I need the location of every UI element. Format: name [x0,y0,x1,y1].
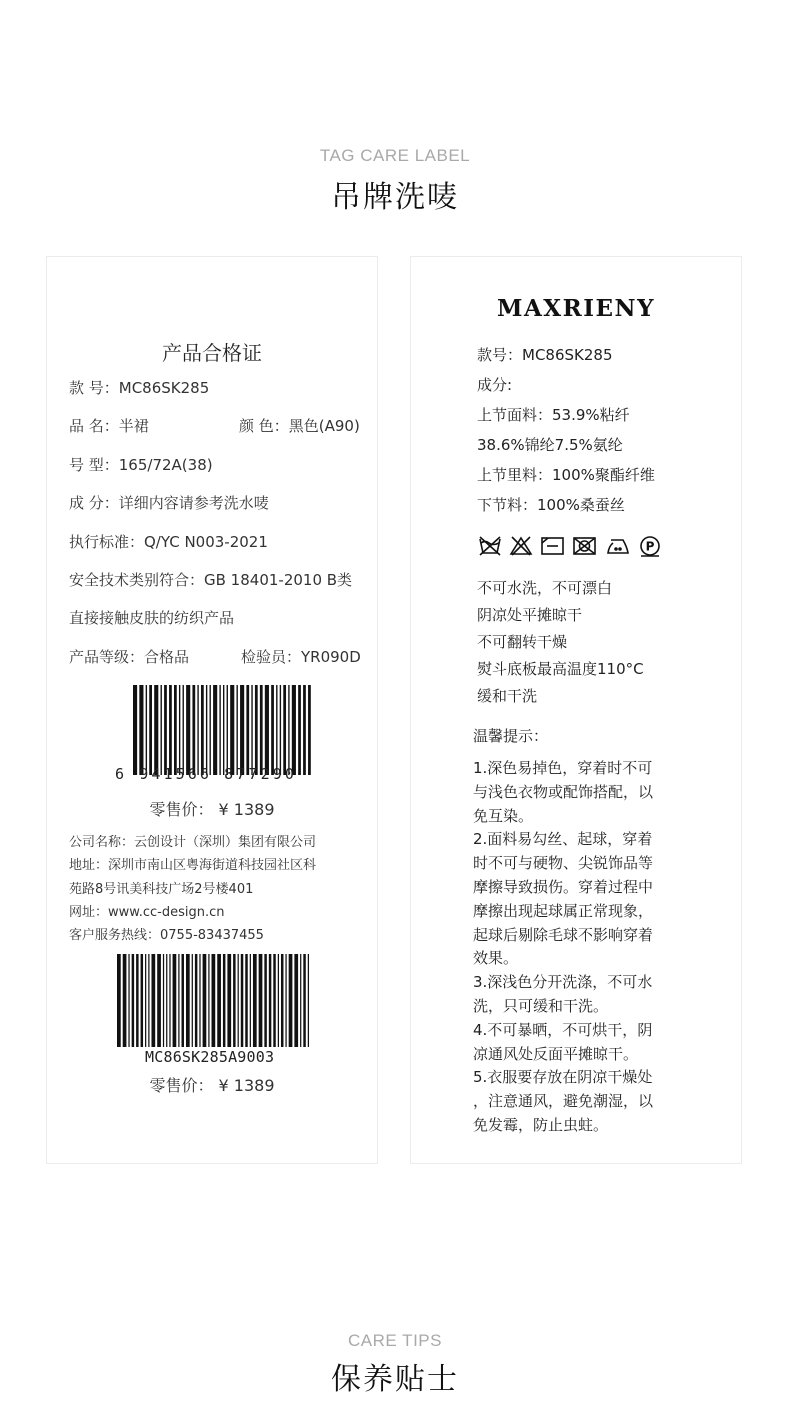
tip-line: 起球后剔除毛球不影响穿着 [473,925,654,944]
barcode-bar [151,954,155,1047]
safety-row-2: 直接接触皮肤的纺织产品 [69,609,235,627]
barcode-bar [281,954,283,1047]
tips-title: 温馨提示： [473,727,549,745]
sku-barcode-text: MC86SK285A9003 [145,1048,275,1066]
tip-line: 2.面料易勾丝、起球，穿着 [473,830,653,849]
tip-line: 摩擦导致损伤。穿着过程中 [473,878,654,896]
barcode-bar [269,954,271,1047]
no-tumble-dry-icon [574,538,595,554]
retail-price: 零售价： ¥ 1389 [149,800,275,819]
barcode-bar [300,954,301,1047]
tip-line: 与浅色衣物或配饰搭配，以 [473,782,654,801]
barcode-bar [240,685,244,775]
product-color: 颜 色：黑色(A90) [239,417,360,435]
grade-inspector-row [69,646,363,667]
care-line: 缓和干洗 [477,687,538,705]
barcode-bar [182,954,184,1047]
barcode-bar [241,954,243,1047]
barcode-bar [149,685,152,775]
barcode-bar [294,954,298,1047]
barcode-bar [145,954,146,1047]
safety-row: 安全技术类别符合：GB 18401-2010 B类 [69,571,353,589]
care-line: 阴凉处平摊晾干 [477,606,583,624]
care-symbols [479,535,669,557]
company-address-2: 苑路8号讯美科技广场2号楼401 [69,882,254,897]
care-line: 不可水洗，不可漂白 [477,579,613,597]
barcode-bar [161,685,162,775]
barcode-bar [303,954,305,1047]
barcode-bar [289,954,293,1047]
certificate-card [46,256,378,1164]
barcode-bar [259,954,263,1047]
barcode-bar [166,954,167,1047]
section-title-cn: 吊牌洗唛 [331,180,459,215]
barcode-bar [186,954,190,1047]
barcode-bar [283,685,286,775]
barcode-bar [210,685,211,775]
tip-line: 4.不可暴晒，不可烘干，阴 [473,1020,653,1039]
barcode-bar [148,954,149,1047]
barcode-bar [163,954,164,1047]
barcode-bar [132,954,134,1047]
barcode-bar [280,685,281,775]
barcode-bar [230,685,234,775]
iron-medium-icon [608,540,628,553]
wash-label-card [410,256,742,1164]
barcode-bar [245,954,247,1047]
upper-lining: 上节里料：100%聚酯纤维 [477,466,655,484]
barcode-bar [183,685,184,775]
barcode-bar [288,685,289,775]
tip-line: 3.深浅色分开洗涤，不可水 [473,973,653,992]
tip-line: 1.深色易掉色，穿着时不可 [473,759,653,777]
barcode-bar [117,954,121,1047]
brand-logo: MAXRIENY [497,295,655,322]
size-row: 号 型：165/72A(38) [69,456,213,474]
barcode-bar [212,954,216,1047]
barcode-bar [217,954,221,1047]
barcode-bar [174,685,177,775]
barcode-bar [251,685,252,775]
barcode-bar [227,685,228,775]
upper-face-fabric-2: 38.6%锦纶7.5%氨纶 [477,436,623,454]
tip-line: 时不可与硬物、尖锐饰品等 [473,854,654,873]
barcode-bar [308,685,311,775]
barcode-bar [192,685,195,775]
tip-line: 效果。 [473,949,519,968]
style-number: 款 号：MC86SK285 [69,379,210,397]
composition-row: 成 分：详细内容请参考洗水唛 [69,494,269,512]
tip-line: 凉通风处反面平摊晾干。 [473,1044,639,1063]
barcode-bar [236,685,237,775]
sku-barcode-bars [117,954,311,1047]
barcode-bar [265,685,269,775]
company-name: 公司名称：云创设计（深圳）集团有限公司 [69,835,317,850]
inspector: 检验员：YR090D [241,648,361,666]
barcode-bar [233,954,235,1047]
care-line: 不可翻转干燥 [477,633,568,651]
barcode-bar [179,685,180,775]
barcode-bar [197,685,198,775]
tip-line: 摩擦出现起球属正常现象， [473,901,654,920]
barcode-bar [157,954,161,1047]
wash-style-number: 款号：MC86SK285 [477,346,613,364]
barcode-bar [169,685,172,775]
barcode-bar [141,954,143,1047]
dry-flat-shade-icon [542,538,563,554]
tip-line: ，注意通风，避免潮湿，以 [473,1092,654,1111]
care-tips-title-en: CARE TIPS [348,1331,442,1350]
barcode-bar [169,954,170,1047]
barcode-bar [264,954,266,1047]
section-title-en: TAG CARE LABEL [319,146,471,165]
customer-hotline: 客户服务热线：0755-83437455 [69,928,264,943]
no-wash-icon [480,537,500,555]
care-tips-title-cn: 保养贴士 [331,1362,459,1397]
no-bleach-icon [511,537,531,555]
barcode-bar [276,685,277,775]
barcode-bar [253,954,257,1047]
barcode-bar [223,685,224,775]
barcode-bar [128,954,129,1047]
barcode-bar [139,685,143,775]
standard-row: 执行标准：Q/YC N003-2021 [69,533,268,551]
product-name: 品 名：半裙 [69,417,149,435]
barcode-bar [186,685,190,775]
barcode-bar [136,954,138,1047]
ean-barcode [133,685,313,775]
svg-text:P: P [645,539,655,554]
name-color-row [69,415,363,436]
barcode-bar [303,685,306,775]
tip-line: 免发霉，防止虫蛀。 [473,1116,609,1134]
barcode-bar [219,685,220,775]
ean-barcode-digits: 6 941566 877290 [115,765,297,783]
product-grade: 产品等级：合格品 [69,648,190,666]
barcode-bar [250,954,251,1047]
barcode-bar [260,685,263,775]
tip-line: 5.衣服要存放在阴凉干燥处 [473,1068,653,1087]
lower-fabric: 下节料：100%桑蚕丝 [477,496,625,514]
barcode-bar [273,954,275,1047]
certificate-title: 产品合格证 [162,341,262,365]
retail-price-2: 零售价： ¥ 1389 [149,1076,275,1095]
barcode-bar [154,685,158,775]
barcode-bar [146,685,147,775]
barcode-bar [123,954,127,1047]
barcode-bar [208,954,209,1047]
barcode-bar [271,685,274,775]
barcode-bar [308,954,309,1047]
barcode-bar [298,685,301,775]
barcode-bar [203,954,207,1047]
company-website: 网址：www.cc-design.cn [69,905,225,920]
barcode-bar [206,685,207,775]
barcode-bar [255,685,258,775]
barcode-bar [213,685,217,775]
ean-barcode-bars [133,685,313,775]
composition-title: 成分: [477,376,513,394]
barcode-bar [133,685,137,775]
barcode-bar [238,954,239,1047]
barcode-bar [223,954,225,1047]
tip-line: 洗，只可缓和干洗。 [473,997,609,1015]
barcode-bar [201,685,204,775]
barcode-bar [246,685,249,775]
company-address: 地址：深圳市南山区粤海街道科技园社区科 [69,858,317,873]
barcode-bar [278,954,279,1047]
barcode-bar [195,954,197,1047]
barcode-bar [292,685,296,775]
barcode-bar [164,685,167,775]
sku-barcode [117,954,311,1047]
tip-line: 免互染。 [473,806,534,825]
barcode-bar [192,954,193,1047]
barcode-bar [227,954,231,1047]
barcode-bar [199,954,200,1047]
barcode-bar [173,954,177,1047]
care-line: 熨斗底板最高温度110°C [477,660,644,678]
upper-face-fabric: 上节面料：53.9%粘纤 [477,406,630,424]
dry-clean-p-icon [641,537,659,556]
barcode-bar [285,954,286,1047]
barcode-bar [178,954,179,1047]
